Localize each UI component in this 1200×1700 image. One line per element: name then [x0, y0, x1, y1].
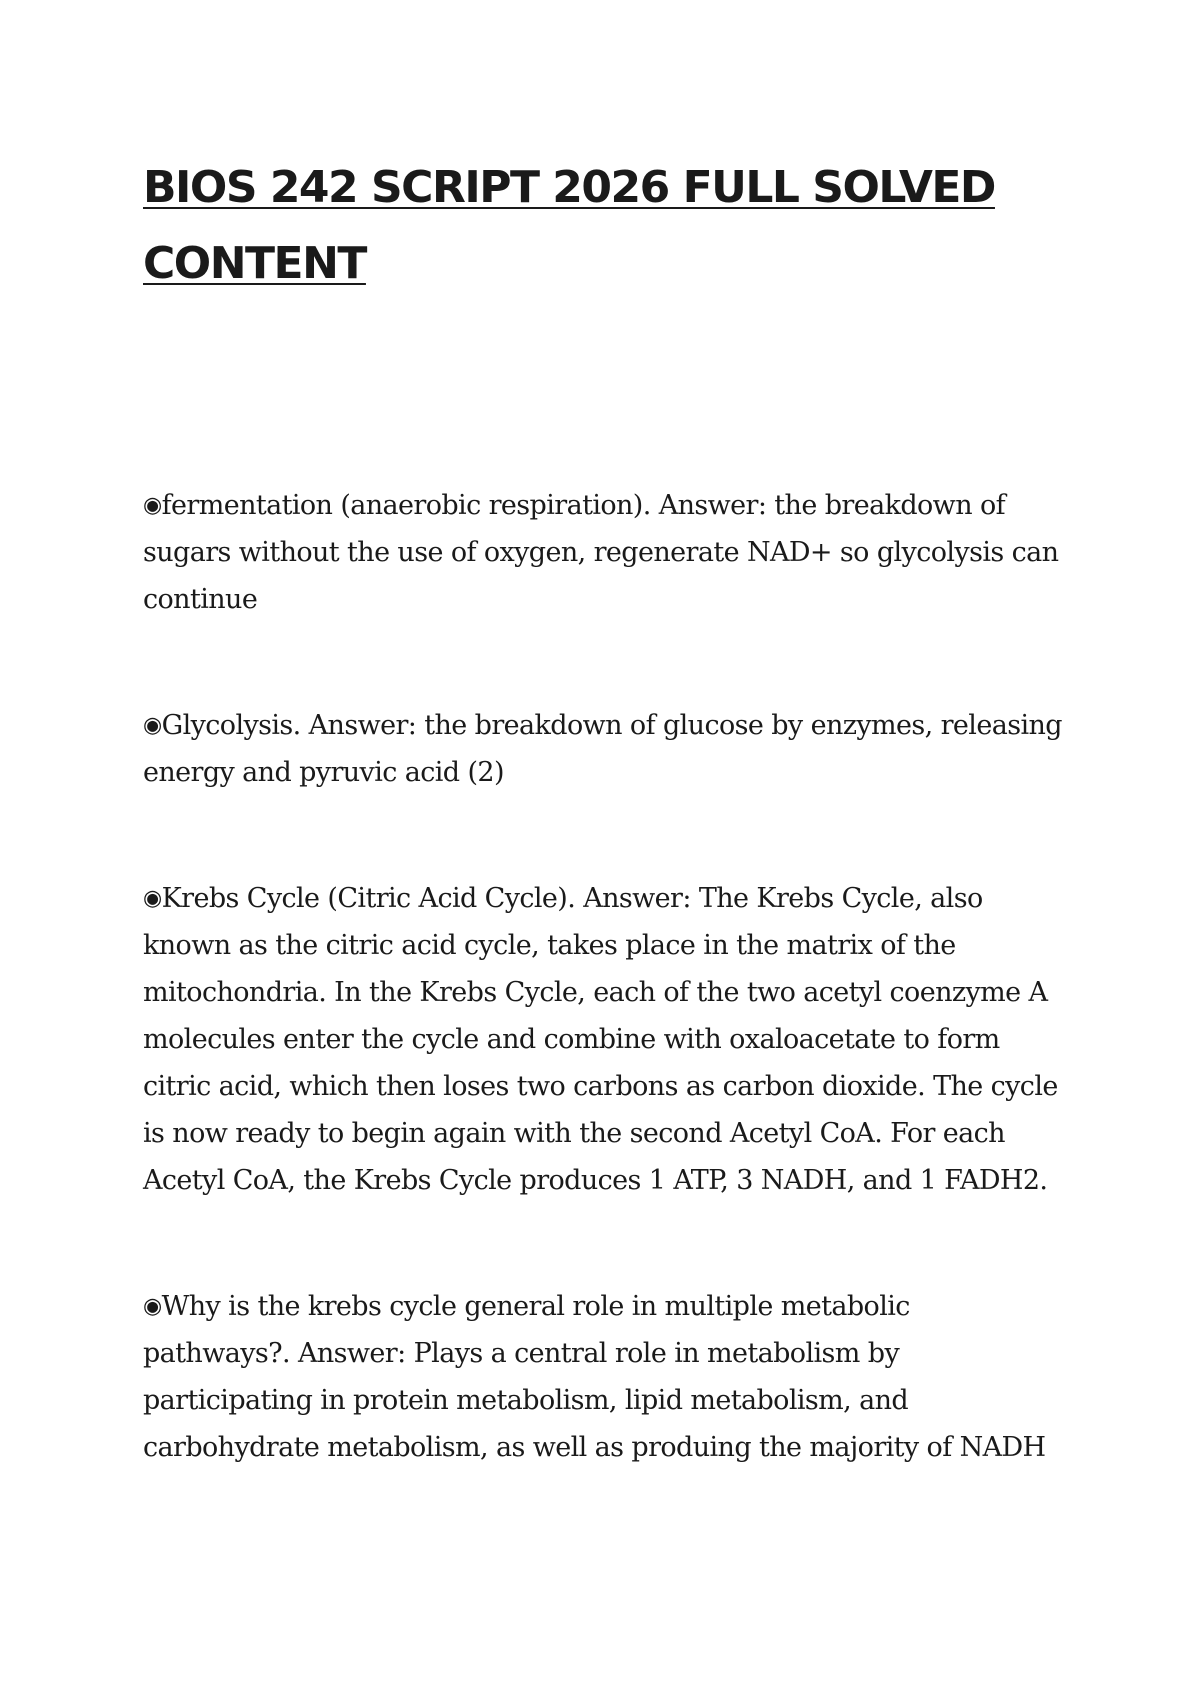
bullet-icon: ◉ [143, 886, 162, 911]
document-title [143, 150, 1063, 302]
qa-item-text: Krebs Cycle (Citric Acid Cycle). Answer: The Krebs Cycle, also known as the citric acid cycle, takes place in the matrix of the mitochondria. In the Krebs Cycle, each of the two acetyl coenzyme A molecules enter the cycle and combine with oxaloacetate to form citric acid, which then loses two carbons as carbon dioxide. The cycle is now ready to begin again with the second Acetyl CoA. For each Acetyl CoA, the Krebs Cycle produces 1 ATP, 3 NADH, and 1 FADH2. [143, 883, 1058, 1196]
qa-item-krebs-role [143, 1283, 1063, 1471]
document-page [143, 150, 1063, 1550]
qa-item-text: Glycolysis. Answer: the breakdown of glucose by enzymes, releasing energy and pyruvic acid (2) [143, 710, 1062, 788]
qa-item-text: Why is the krebs cycle general role in multiple metabolic pathways?. Answer: Plays a central role in metabolism by participating in protein metabolism, lipid metabolism, and carbohydrate metabolism, as well as produing the majority of NADH [143, 1291, 1046, 1463]
qa-item-text: fermentation (anaerobic respiration). Answer: the breakdown of sugars without the use of oxygen, regenerate NAD+ so glycolysis can continue [143, 490, 1059, 615]
qa-list [143, 482, 1063, 1471]
bullet-icon: ◉ [143, 493, 162, 518]
bullet-icon: ◉ [143, 713, 162, 738]
qa-item-fermentation [143, 482, 1063, 623]
document-title-text: BIOS 242 SCRIPT 2026 FULL SOLVED CONTENT [143, 162, 995, 289]
bullet-icon: ◉ [143, 1294, 162, 1319]
qa-item-krebs-cycle [143, 875, 1063, 1204]
qa-item-glycolysis [143, 702, 1063, 796]
